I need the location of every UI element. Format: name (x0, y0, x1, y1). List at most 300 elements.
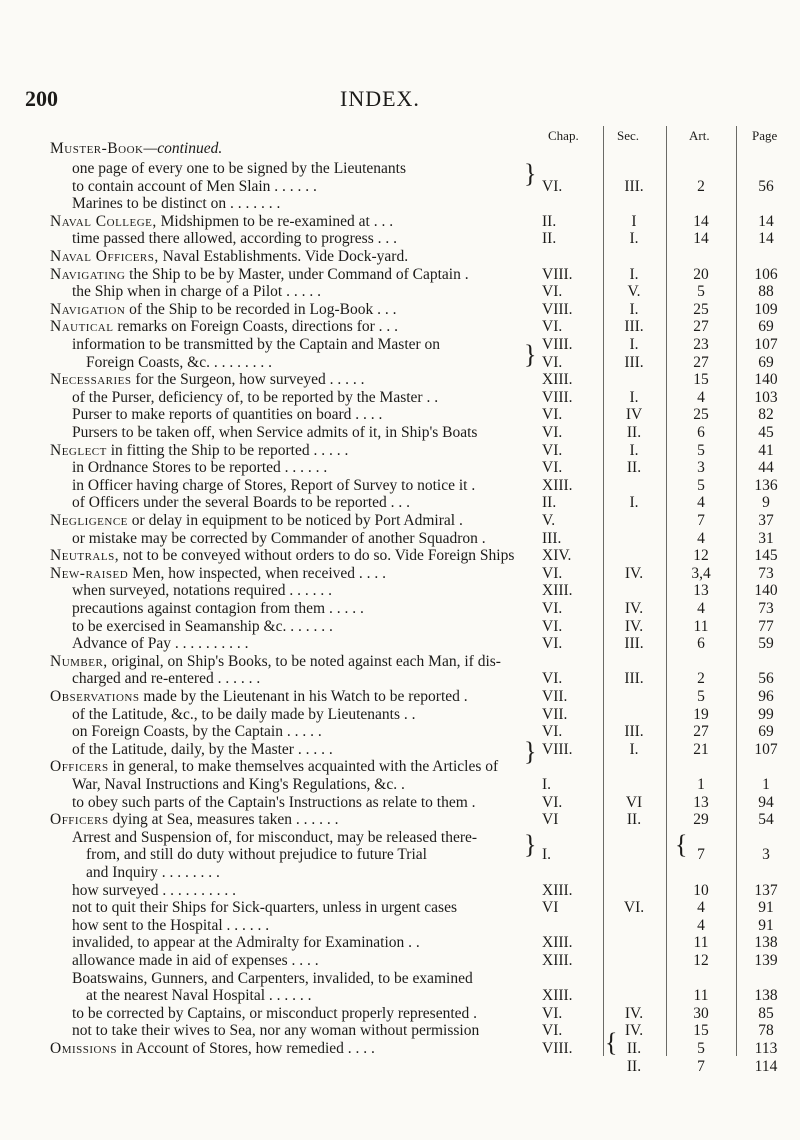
entry-sec: II. (626, 459, 642, 477)
index-entry-row (0, 565, 800, 583)
entry-pg: 41 (758, 441, 774, 459)
entry-art: 1 (697, 776, 705, 793)
brace-glyph: { (675, 830, 688, 859)
entry-chap: XIII. (542, 582, 573, 600)
entry-pg: 69 (758, 353, 774, 371)
entry-chap: XIII. (542, 934, 573, 952)
entry-pg: 1 (762, 776, 770, 793)
entry-text (72, 477, 475, 495)
entry-pg: 37 (758, 512, 774, 529)
entry-chap: VI. (542, 617, 563, 635)
entry-sec: IV. (624, 1004, 644, 1022)
entry-text (72, 635, 249, 653)
index-entry-row (0, 512, 800, 530)
entry-description: dying at Sea, measures taken . . . . . . (112, 811, 339, 829)
entry-chap: VI. (542, 723, 563, 741)
index-entry-row (0, 406, 800, 424)
entry-art: 12 (693, 952, 709, 969)
entry-chap: XIII. (542, 952, 573, 969)
entry-pg: 73 (758, 564, 774, 582)
entry-text (50, 318, 398, 336)
entry-description: Men, how inspected, when received . . . . (132, 564, 387, 582)
entry-sec: I. (629, 740, 639, 758)
entry-description: to be corrected by Captains, or misconduct properly represented . (72, 1004, 478, 1022)
entry-chap: V. (542, 512, 556, 529)
entry-text (50, 371, 365, 389)
index-entry-row (0, 618, 800, 636)
index-entry-row (0, 389, 800, 407)
entry-art: 11 (693, 617, 709, 635)
entry-pg: 145 (754, 547, 778, 565)
entry-pg: 138 (754, 934, 778, 952)
entry-description: Boatswains, Gunners, and Carpenters, invalided, to be examined (72, 969, 473, 987)
entry-text (72, 794, 476, 812)
entry-description: of the Latitude, daily, by the Master . . . . . (72, 740, 333, 758)
entry-pg: 91 (758, 899, 774, 917)
entry-art: 11 (693, 934, 709, 952)
entry-art: 5 (697, 476, 705, 494)
entry-description: in Ordnance Stores to be reported . . . . . . (72, 459, 328, 477)
entry-pg: 73 (758, 600, 774, 617)
entry-chap: VI. (542, 406, 563, 424)
entry-chap: II. (542, 212, 557, 230)
index-entry-row (0, 459, 800, 477)
entry-art: 29 (693, 811, 709, 829)
section-heading-word: Muster-Book (50, 140, 144, 157)
entry-sec: I. (629, 300, 639, 318)
entry-description: the Ship to be by Master, under Command of Captain . (129, 265, 469, 283)
entry-chap: VI. (542, 600, 563, 617)
entry-description: and Inquiry . . . . . . . . (86, 864, 220, 881)
entry-chap: XIII. (542, 476, 573, 494)
entry-chap: VI. (542, 177, 563, 195)
index-entry-row (0, 688, 800, 706)
entry-description: in Officer having charge of Stores, Report of Survey to notice it . (72, 476, 476, 494)
entry-text (50, 512, 463, 530)
entry-description: or delay in equipment to be noticed by Port Admiral . (131, 512, 463, 529)
entry-pg: 113 (754, 1040, 778, 1057)
index-entry-row (0, 266, 800, 284)
entry-art: 2 (697, 177, 705, 195)
entry-description: precautions against contagion from them . . . . . (72, 600, 364, 617)
entry-pg: 139 (754, 952, 778, 969)
entry-chap: VI. (542, 793, 563, 811)
entry-text (72, 829, 477, 847)
entry-art: 12 (693, 547, 709, 565)
entry-description: from, and still do duty without prejudice to future Trial (86, 846, 427, 864)
entry-heading: Neutrals, (50, 547, 120, 565)
entry-description: in general, to make themselves acquainted with the Articles of (112, 758, 499, 776)
entry-chap: VI. (542, 353, 563, 371)
entry-heading: Neglect (50, 441, 107, 459)
entry-art: 21 (693, 740, 709, 758)
entry-text (72, 706, 415, 724)
entry-art: 5 (697, 441, 705, 459)
entry-pg: 107 (754, 740, 778, 758)
index-entry-row (0, 811, 800, 829)
entry-pg: 14 (758, 230, 774, 248)
index-entry-row (0, 371, 800, 389)
entry-description: information to be transmitted by the Captain and Master on (72, 336, 441, 353)
entry-chap: VI. (542, 1004, 563, 1022)
entry-text (50, 248, 408, 266)
entry-description: original, on Ship's Books, to be noted against each Man, if dis- (111, 652, 501, 670)
index-entry-row (0, 477, 800, 495)
entry-pg: 54 (758, 811, 774, 829)
entry-heading: Navigating (50, 265, 126, 283)
entry-text (72, 459, 327, 477)
entry-description: how surveyed . . . . . . . . . . (72, 881, 237, 899)
index-entry-row (0, 1040, 800, 1058)
entry-pg: 140 (754, 582, 778, 600)
entry-sec: III. (624, 318, 644, 336)
entry-art: 27 (693, 353, 709, 371)
entry-chap: VI. (542, 670, 563, 688)
entry-text (86, 987, 312, 1005)
entry-text (72, 776, 405, 794)
entry-chap: I. (542, 776, 552, 793)
entry-sec: IV. (624, 1022, 644, 1040)
index-entry-row (0, 248, 800, 266)
entry-chap: VI. (542, 1022, 563, 1040)
entry-text (72, 178, 317, 196)
brace-glyph: } (524, 830, 537, 859)
page-number: 200 (25, 86, 58, 111)
entry-description: Advance of Pay . . . . . . . . . . (72, 635, 249, 653)
entry-pg: 88 (758, 283, 774, 301)
entry-heading: Naval Officers, (50, 248, 159, 265)
entry-text (86, 354, 272, 372)
entry-text (72, 600, 364, 618)
column-header-sec: Sec. (617, 128, 640, 143)
entry-chap: VI. (542, 318, 563, 336)
entry-text (72, 882, 236, 900)
entry-art: 4 (697, 494, 705, 512)
entry-description: not to take their wives to Sea, nor any woman without permission (72, 1022, 480, 1040)
entry-text (50, 565, 386, 583)
entry-art: 23 (693, 336, 709, 353)
entry-chap: VI. (542, 635, 563, 653)
entry-chap: VI (542, 811, 559, 829)
index-entry-row (0, 653, 800, 671)
index-entry-row (0, 195, 800, 213)
entry-chap: VI. (542, 283, 563, 301)
entry-text (72, 952, 319, 970)
entry-sec: I (631, 212, 637, 230)
entry-art: 5 (697, 283, 705, 301)
entry-text (50, 547, 514, 565)
index-entry-row (0, 794, 800, 812)
entry-description: Marines to be distinct on . . . . . . . (72, 195, 281, 213)
entry-description: remarks on Foreign Coasts, directions for . . . (117, 318, 399, 336)
entry-art: 11 (693, 987, 709, 1005)
entry-pg: 99 (758, 705, 774, 723)
entry-pg: 82 (758, 406, 774, 424)
entry-pg: 69 (758, 723, 774, 741)
entry-text (72, 917, 269, 935)
index-entry-row (0, 934, 800, 952)
entry-heading: Officers (50, 811, 109, 829)
entry-text (72, 336, 440, 354)
entry-text (72, 424, 477, 442)
entry-chap: VIII. (542, 388, 573, 406)
entry-heading: Necessaries (50, 371, 132, 389)
index-entry-row (0, 829, 800, 847)
entry-text (86, 846, 427, 864)
entry-pg: 56 (758, 670, 774, 688)
entry-description: of the Purser, deficiency of, to be reported by the Master . . (72, 388, 439, 406)
entry-sec: IV. (624, 564, 644, 582)
entry-sec: III. (624, 177, 644, 195)
entry-art: 13 (693, 582, 709, 600)
entry-chap: VII. (542, 705, 568, 723)
entry-art: 3 (697, 459, 705, 477)
entry-sec: I. (629, 265, 639, 283)
entry-art: 4 (697, 916, 705, 934)
entry-pg: 31 (758, 529, 774, 547)
entry-text (86, 864, 220, 882)
entry-text (72, 723, 322, 741)
entry-art: 14 (693, 212, 709, 230)
entry-chap: VI. (542, 441, 563, 459)
entry-art: 4 (697, 600, 705, 617)
entry-text (72, 160, 406, 178)
column-header-art: Art. (689, 128, 710, 143)
entry-pg: 45 (758, 424, 774, 441)
entry-chap: II. (542, 494, 557, 512)
entry-chap: I. (542, 846, 552, 864)
entry-text (72, 1005, 477, 1023)
entry-description: made by the Lieutenant in his Watch to be reported . (143, 688, 468, 705)
entry-text (72, 530, 486, 548)
entry-sec: III. (624, 353, 644, 371)
entry-description: Pursers to be taken off, when Service admits of it, in Ship's Boats (72, 424, 478, 441)
index-entry-row (0, 776, 800, 794)
entry-description: not to be conveyed without orders to do so. Vide Foreign Ships (122, 547, 515, 565)
entry-art: 14 (693, 230, 709, 248)
entry-art: 7 (697, 512, 705, 529)
entry-pg: 85 (758, 1004, 774, 1022)
index-entry-row (0, 336, 800, 354)
entry-description: time passed there allowed, according to progress . . . (72, 230, 397, 248)
entry-description: in Account of Stores, how remedied . . . . (120, 1040, 375, 1057)
index-entry-row (0, 970, 800, 988)
entry-text (50, 653, 501, 671)
entry-description: Purser to make reports of quantities on board . . . . (72, 406, 383, 424)
entry-art: 30 (693, 1004, 709, 1022)
entry-art: 25 (693, 406, 709, 424)
entry-description: of Officers under the several Boards to be reported . . . (72, 494, 411, 512)
brace-glyph: } (524, 737, 537, 766)
index-entry-row (0, 283, 800, 301)
brace-glyph: } (524, 159, 537, 188)
entry-art: 15 (693, 371, 709, 389)
entry-text (72, 494, 410, 512)
entry-text (72, 618, 333, 636)
entry-text (72, 230, 397, 248)
entry-heading: Navigation (50, 300, 126, 318)
entry-art: 3,4 (691, 564, 711, 582)
entry-text (50, 811, 338, 829)
entry-heading: Observations (50, 688, 140, 705)
brace-glyph: } (524, 340, 537, 369)
entry-description: one page of every one to be signed by the Lieutenants (72, 160, 406, 177)
entry-pg: 96 (758, 688, 774, 705)
entry-chap: VIII. (542, 336, 573, 353)
entry-sec: V. (627, 283, 641, 301)
entry-text (72, 1022, 479, 1040)
brace-glyph: { (605, 1028, 618, 1057)
entry-sec: III. (624, 723, 644, 741)
index-entry-row (0, 670, 800, 688)
entry-chap: VI. (542, 459, 563, 477)
entry-chap: VIII. (542, 300, 573, 318)
entry-text (72, 899, 457, 917)
entry-pg: 138 (754, 987, 778, 1005)
index-entry-row (0, 530, 800, 548)
index-entry-row (0, 318, 800, 336)
index-entry-row (0, 758, 800, 776)
entry-art: 7 (697, 1057, 705, 1075)
index-entry-row (0, 899, 800, 917)
entry-art: 27 (693, 723, 709, 741)
entry-sec: III. (624, 635, 644, 653)
entry-heading: Omissions (50, 1040, 118, 1057)
entry-sec: II. (626, 811, 642, 829)
index-entry-row (0, 635, 800, 653)
entry-pg: 59 (758, 635, 774, 653)
entry-art: 4 (697, 899, 705, 917)
entry-pg: 109 (754, 300, 778, 318)
entry-pg: 107 (754, 336, 778, 353)
entry-description: allowance made in aid of expenses . . . . (72, 952, 319, 969)
entry-description: how sent to the Hospital . . . . . . (72, 916, 270, 934)
section-heading (50, 140, 222, 158)
entry-text (72, 582, 332, 600)
entry-art: 2 (697, 670, 705, 688)
entry-text (50, 1040, 375, 1058)
entry-chap: VIII. (542, 265, 573, 283)
index-entry-row (0, 846, 800, 864)
entry-chap: VI (542, 899, 559, 917)
entry-pg: 69 (758, 318, 774, 336)
index-entry-row (0, 230, 800, 248)
entry-sec: I. (629, 388, 639, 406)
entry-art: 5 (697, 688, 705, 705)
index-entry-row (0, 442, 800, 460)
index-entry-row (0, 1022, 800, 1040)
entry-text (50, 301, 396, 319)
entry-pg: 140 (754, 371, 778, 389)
index-entry-row (0, 706, 800, 724)
index-entry-row (0, 882, 800, 900)
entry-chap: XIII. (542, 881, 573, 899)
index-entry-row (0, 547, 800, 565)
entry-chap: XIII. (542, 371, 573, 389)
index-entry-row (0, 1005, 800, 1023)
entry-art: 19 (693, 705, 709, 723)
entry-text (50, 213, 393, 231)
entry-description: on Foreign Coasts, by the Captain . . . . . (72, 723, 322, 741)
entry-heading: Number, (50, 652, 108, 670)
entry-text (72, 195, 280, 213)
entry-chap: II. (542, 230, 557, 248)
entry-chap: VII. (542, 688, 568, 705)
column-header-chap: Chap. (548, 128, 579, 143)
entry-description: charged and re-entered . . . . . . (72, 670, 261, 688)
entry-text (50, 758, 498, 776)
entry-description: to obey such parts of the Captain's Instructions as relate to them . (72, 793, 476, 811)
entry-text (72, 283, 321, 301)
entry-description: invalided, to appear at the Admiralty for Examination . . (72, 934, 420, 952)
index-entry-row (0, 424, 800, 442)
entry-description: Midshipmen to be re-examined at . . . (160, 212, 394, 230)
index-entry-row (0, 1058, 800, 1076)
index-entry-row (0, 494, 800, 512)
entry-heading: Negligence (50, 512, 128, 529)
entry-description: of the Ship to be recorded in Log-Book . . . (129, 300, 397, 318)
entry-pg: 91 (758, 916, 774, 934)
entry-pg: 9 (762, 494, 770, 512)
entry-chap: VI. (542, 564, 563, 582)
entry-description: Naval Establishments. Vide Dock-yard. (162, 248, 409, 265)
entry-art: 10 (693, 881, 709, 899)
entry-text (72, 970, 473, 988)
entry-text (50, 442, 348, 460)
index-entry-row (0, 160, 800, 178)
entry-art: 4 (697, 388, 705, 406)
entry-sec: III. (624, 670, 644, 688)
entry-art: 7 (697, 846, 705, 864)
index-entry-row (0, 213, 800, 231)
entry-pg: 3 (762, 846, 770, 864)
entry-sec: VI (625, 793, 643, 811)
entry-text (50, 266, 469, 284)
entry-sec: II. (626, 1057, 642, 1075)
entry-art: 5 (697, 1040, 705, 1057)
entry-chap: VIII. (542, 740, 573, 758)
index-entry-row (0, 917, 800, 935)
entry-pg: 44 (758, 459, 774, 477)
entry-sec: IV. (624, 600, 644, 617)
section-heading-suffix: —continued. (143, 140, 223, 157)
entry-art: 4 (697, 529, 705, 547)
entry-pg: 114 (754, 1057, 778, 1075)
entry-text (72, 389, 438, 407)
entry-chap: XIV. (542, 547, 572, 565)
entry-art: 6 (697, 635, 705, 653)
entry-description: the Ship when in charge of a Pilot . . . . . (72, 283, 321, 301)
entry-text (72, 406, 382, 424)
entry-heading: Officers (50, 758, 109, 776)
entry-description: or mistake may be corrected by Commander of another Squadron . (72, 529, 486, 547)
entry-description: Foreign Coasts, &c. . . . . . . . . (86, 353, 272, 371)
index-entry-row (0, 354, 800, 372)
entry-sec: IV. (624, 617, 644, 635)
entry-chap: VIII. (542, 1040, 573, 1057)
column-header-page: Page (752, 128, 778, 143)
entry-sec: I. (629, 336, 639, 353)
entry-art: 6 (697, 424, 705, 441)
index-entry-row (0, 582, 800, 600)
entry-sec: VI. (623, 899, 645, 917)
entry-sec: II. (626, 1040, 642, 1057)
index-entry-row (0, 741, 800, 759)
entry-chap: XIII. (542, 987, 573, 1005)
entry-art: 25 (693, 300, 709, 318)
entry-pg: 137 (754, 881, 778, 899)
page-title: INDEX. (340, 86, 420, 111)
